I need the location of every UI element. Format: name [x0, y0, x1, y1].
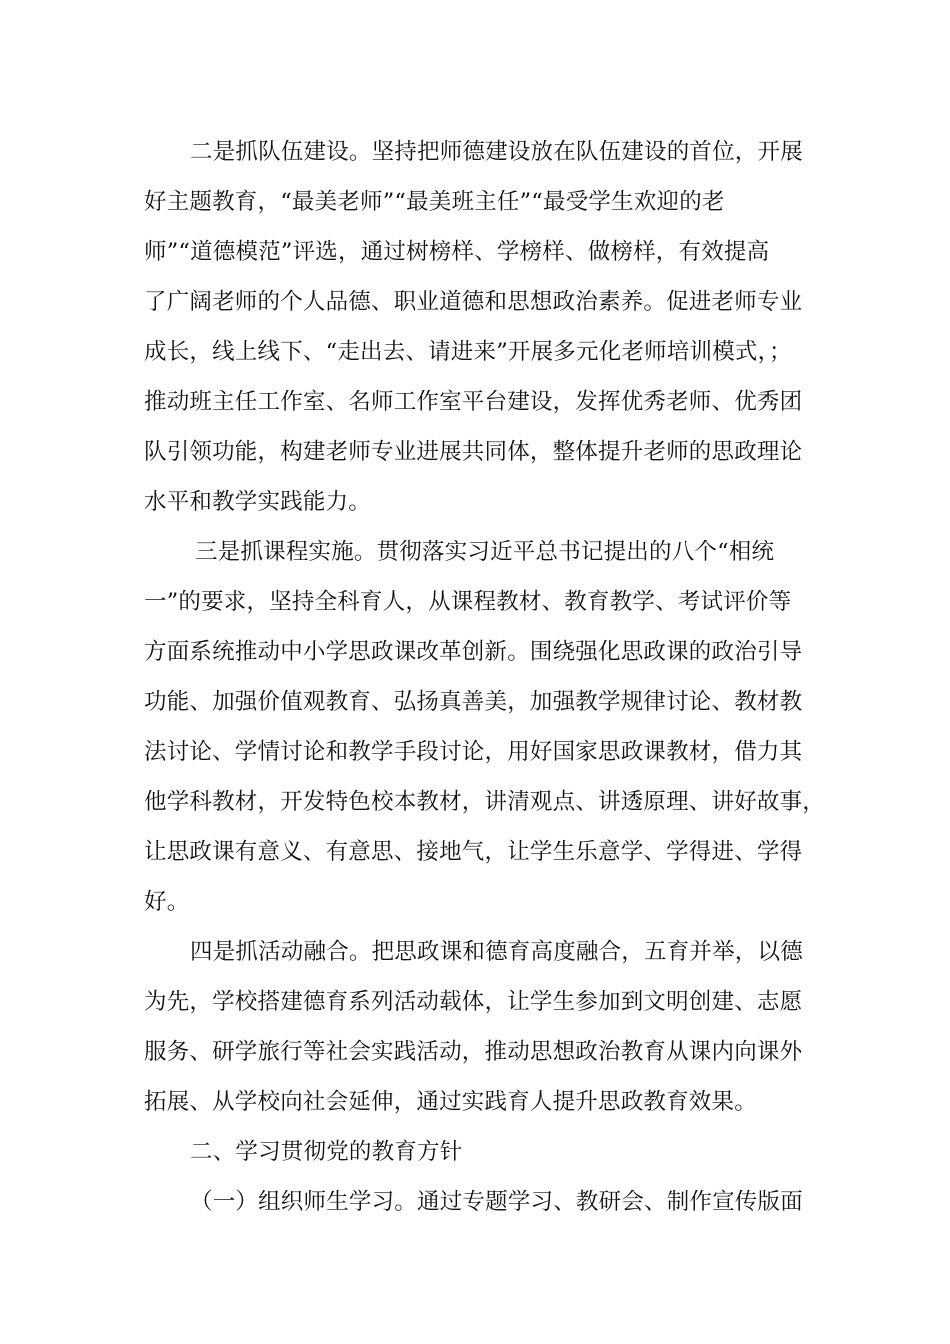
- text-line: 功能、加强价值观教育、弘扬真善美，加强教学规律讨论、教材教: [144, 689, 803, 715]
- text-line: 水平和教学实践能力。: [144, 489, 372, 515]
- text-line: 方面系统推动中小学思政课改革创新。围绕强化思政课的政治引导: [144, 639, 803, 665]
- text-line: 为先，学校搭建德育系列活动载体，让学生参加到文明创建、志愿: [144, 989, 803, 1015]
- text-line: 队引领功能，构建老师专业进展共同体，整体提升老师的思政理论: [144, 439, 803, 465]
- text-line: （一）组织师生学习。通过专题学习、教研会、制作宣传版面: [190, 1189, 803, 1215]
- text-line: 成长，线上线下、“走出去、请进来”开展多元化老师培训模式，；: [144, 339, 792, 365]
- text-line: 三是抓课程实施。贯彻落实习近平总书记提出的八个“相统: [195, 539, 775, 565]
- text-line: 好主题教育，“最美老师”“最美班主任”“最受学生欢迎的老: [144, 189, 725, 215]
- text-line: 四是抓活动融合。把思政课和德育高度融合，五育并举，以德: [190, 939, 803, 965]
- text-line: 法讨论、学情讨论和教学手段讨论，用好国家思政课教材，借力其: [144, 739, 803, 765]
- text-line: 他学科教材，开发特色校本教材，讲清观点、讲透原理、讲好故事，: [144, 789, 826, 815]
- text-line: 让思政课有意义、有意思、接地气，让学生乐意学、学得进、学得: [144, 839, 803, 865]
- text-line: 推动班主任工作室、名师工作室平台建设，发挥优秀老师、优秀团: [144, 389, 803, 415]
- text-line: 一”的要求，坚持全科育人，从课程教材、教育教学、考试评价等: [144, 589, 792, 615]
- heading-text: 二、学习贯彻党的教育方针: [190, 1139, 463, 1165]
- text-line: 服务、研学旅行等社会实践活动，推动思想政治教育从课内向课外: [144, 1039, 803, 1065]
- text-line: 了广阔老师的个人品德、职业道德和思想政治素养。促进老师专业: [144, 289, 803, 315]
- text-line: 师”“道德模范”评选，通过树榜样、学榜样、做榜样，有效提高: [144, 239, 770, 265]
- text-line: 拓展、从学校向社会延伸，通过实践育人提升思政教育效果。: [144, 1089, 757, 1115]
- text-line: 二是抓队伍建设。坚持把师德建设放在队伍建设的首位，开展: [190, 139, 803, 165]
- text-line: 好。: [144, 889, 190, 915]
